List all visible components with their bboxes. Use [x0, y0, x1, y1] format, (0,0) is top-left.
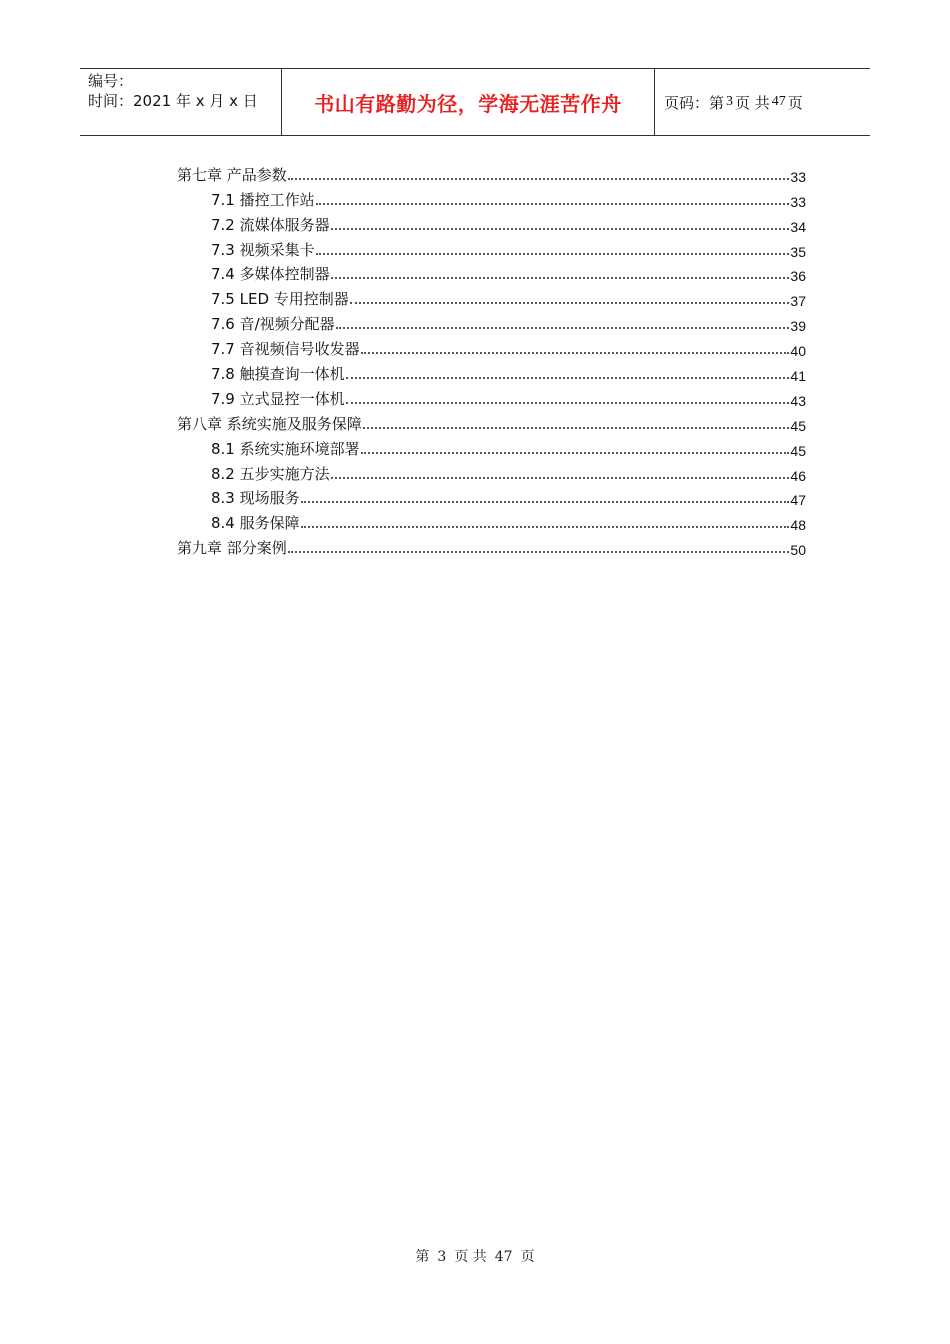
- toc-dot-leader: [361, 452, 790, 454]
- footer-mid: 页 共: [454, 1249, 487, 1265]
- toc-section-entry[interactable]: [177, 235, 806, 260]
- toc-entry-page: 36: [790, 268, 806, 285]
- toc-entry-label: 第八章 系统实施及服务保障: [177, 414, 362, 433]
- toc-dot-leader: [331, 477, 790, 479]
- toc-entry-label: 第七章 产品参数: [177, 165, 287, 184]
- toc-entry-page: 43: [790, 392, 806, 409]
- toc-dot-leader: [361, 352, 790, 354]
- toc-entry-label: 7.6 音/视频分配器: [211, 315, 335, 334]
- page-footer: [0, 1246, 950, 1266]
- toc-dot-leader: [336, 327, 790, 329]
- toc-section-entry[interactable]: [177, 459, 806, 484]
- table-of-contents: [177, 160, 806, 558]
- toc-entry-label: 7.3 视频采集卡: [211, 240, 315, 259]
- toc-dot-leader: [331, 228, 790, 230]
- toc-entry-page: 33: [790, 193, 806, 210]
- toc-entry-page: 47: [790, 492, 806, 509]
- header-motto: 书山有路勤为径，学海无涯苦作舟: [314, 91, 622, 116]
- toc-entry-page: 41: [790, 368, 806, 385]
- toc-chapter-entry[interactable]: [177, 160, 806, 185]
- toc-dot-leader: [288, 551, 790, 553]
- toc-section-entry[interactable]: [177, 484, 806, 509]
- toc-entry-page: 50: [790, 542, 806, 559]
- toc-dot-leader: [346, 402, 790, 404]
- toc-entry-page: 48: [790, 517, 806, 534]
- toc-dot-leader: [301, 526, 790, 528]
- footer-page-total: 47: [494, 1249, 513, 1265]
- toc-entry-label: 7.7 音视频信号收发器: [211, 340, 360, 359]
- footer-prefix: 第: [415, 1249, 430, 1265]
- toc-section-entry[interactable]: [177, 334, 806, 359]
- toc-section-entry[interactable]: [177, 260, 806, 285]
- toc-entry-label: 8.2 五步实施方法: [211, 464, 330, 483]
- toc-entry-page: 33: [790, 168, 806, 185]
- toc-entry-page: 35: [790, 243, 806, 260]
- toc-section-entry[interactable]: [177, 434, 806, 459]
- document-date-label: 时间：2021 年 x 月 x 日: [88, 92, 258, 110]
- toc-dot-leader: [350, 302, 790, 304]
- toc-entry-label: 8.3 现场服务: [211, 489, 300, 508]
- header-page-mid: 页 共: [735, 93, 770, 112]
- toc-entry-label: 7.8 触摸查询一体机: [211, 365, 345, 384]
- header-motto-cell: [282, 69, 655, 135]
- toc-dot-leader: [316, 253, 790, 255]
- toc-entry-label: 8.4 服务保障: [211, 514, 300, 533]
- toc-section-entry[interactable]: [177, 210, 806, 235]
- toc-chapter-entry[interactable]: [177, 533, 806, 558]
- toc-section-entry[interactable]: [177, 309, 806, 334]
- toc-entry-label: 7.4 多媒体控制器: [211, 265, 330, 284]
- toc-dot-leader: [288, 178, 790, 180]
- footer-page-current: 3: [437, 1249, 447, 1265]
- header-page-total: 47: [771, 94, 786, 109]
- document-number-label: 编号：: [88, 72, 134, 90]
- toc-section-entry[interactable]: [177, 359, 806, 384]
- toc-dot-leader: [346, 377, 790, 379]
- toc-entry-label: 8.1 系统实施环境部署: [211, 439, 360, 458]
- toc-entry-page: 46: [790, 467, 806, 484]
- toc-entry-label: 7.2 流媒体服务器: [211, 215, 330, 234]
- toc-entry-page: 40: [790, 343, 806, 360]
- toc-dot-leader: [301, 501, 790, 503]
- toc-entry-page: 37: [790, 293, 806, 310]
- toc-section-entry[interactable]: [177, 185, 806, 210]
- toc-dot-leader: [316, 203, 790, 205]
- toc-entry-label: 第九章 部分案例: [177, 539, 287, 558]
- header-page-suffix: 页: [787, 93, 803, 112]
- header-page-info: [655, 69, 870, 135]
- footer-suffix: 页: [520, 1249, 535, 1265]
- toc-dot-leader: [331, 277, 790, 279]
- toc-section-entry[interactable]: [177, 508, 806, 533]
- header-page-current: 3: [726, 94, 734, 109]
- toc-entry-page: 39: [790, 318, 806, 335]
- toc-section-entry[interactable]: [177, 384, 806, 409]
- toc-section-entry[interactable]: [177, 284, 806, 309]
- page-header: [80, 68, 870, 136]
- toc-entry-page: 45: [790, 442, 806, 459]
- toc-chapter-entry[interactable]: [177, 409, 806, 434]
- header-meta: [80, 69, 282, 135]
- toc-entry-page: 45: [790, 417, 806, 434]
- toc-entry-label: 7.1 播控工作站: [211, 190, 315, 209]
- toc-dot-leader: [363, 427, 790, 429]
- toc-entry-label: 7.9 立式显控一体机: [211, 389, 345, 408]
- header-page-prefix: 页码：第: [664, 93, 725, 112]
- toc-entry-label: 7.5 LED 专用控制器: [211, 290, 349, 309]
- toc-entry-page: 34: [790, 218, 806, 235]
